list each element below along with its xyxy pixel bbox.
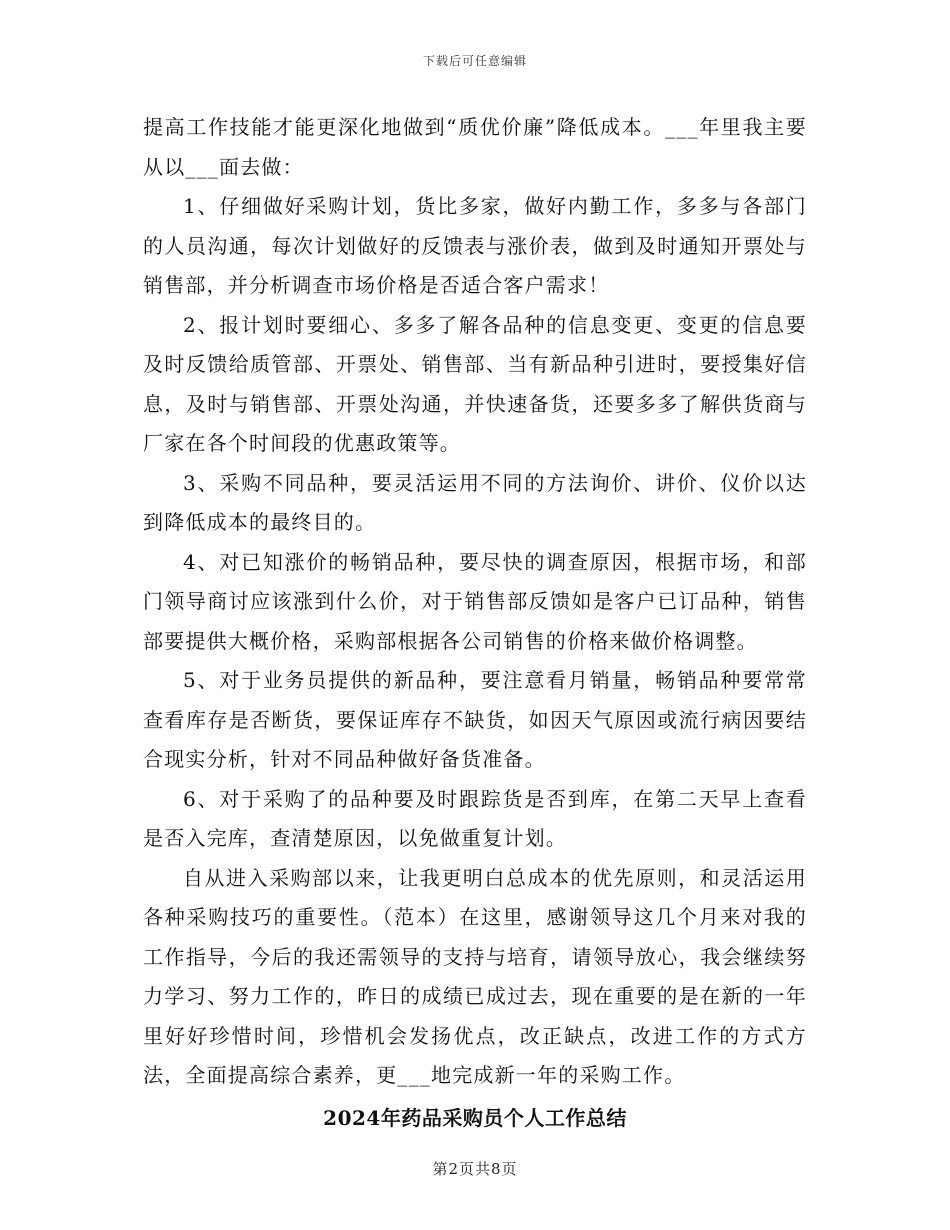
paragraph-item-6: 6、对于采购了的品种要及时跟踪货是否到库，在第二天早上查看是否入完库，查清楚原因，以免做重复计划。	[143, 786, 807, 850]
paragraph-item-5: 5、对于业务员提供的新品种，要注意看月销量，畅销品种要常常查看库存是否断货，要保证库存不缺货，如因天气原因或流行病因要结合现实分析，针对不同品种做好备货准备。	[143, 668, 807, 771]
paragraph-item-2: 2、报计划时要细心、多多了解各品种的信息变更、变更的信息要及时反馈给质管部、开票处、销售部、当有新品种引进时，要授集好信息，及时与销售部、开票处沟通，并快速备货，还要多多了解供货商与厂家在各个时间段的优惠政策等。	[143, 312, 807, 455]
paragraph-item-1: 1、仔细做好采购计划，货比多家，做好内勤工作，多多与各部门的人员沟通，每次计划做好的反馈表与涨价表，做到及时通知开票处与销售部，并分析调查市场价格是否适合客户需求！	[143, 194, 807, 297]
page-header-note: 下载后可任意编辑	[422, 54, 527, 68]
paragraph-item-3: 3、采购不同品种，要灵活运用不同的方法询价、讲价、仪价以达到降低成本的最终目的。	[143, 470, 807, 534]
paragraph-intro: 提高工作技能才能更深化地做到“质优价廉”降低成本。___年里我主要从以___面去做：	[143, 115, 807, 179]
paragraph-conclusion: 自从进入采购部以来，让我更明白总成本的优先原则，和灵活运用各种采购技巧的重要性。（范本）在这里，感谢领导这几个月来对我的工作指导，今后的我还需领导的支持与培育，请领导放心，我会继续努力学习、努力工作的，昨日的成绩已成过去，现在重要的是在新的一年里好好珍惜时间，珍惜机会发扬优点，改正缺点，改进工作的方式方法，全面提高综合素养，更___地完成新一年的采购工作。	[143, 865, 807, 1087]
document-body	[143, 108, 807, 1138]
section-title: 2024年药品采购员个人工作总结	[323, 1105, 627, 1130]
page-number: 第2页共8页	[432, 1160, 518, 1178]
paragraph-item-4: 4、对已知涨价的畅销品种，要尽快的调查原因，根据市场，和部门领导商讨应该涨到什么价，对于销售部反馈如是客户已订品种，销售部要提供大概价格，采购部根据各公司销售的价格来做价格调整。	[143, 549, 807, 653]
